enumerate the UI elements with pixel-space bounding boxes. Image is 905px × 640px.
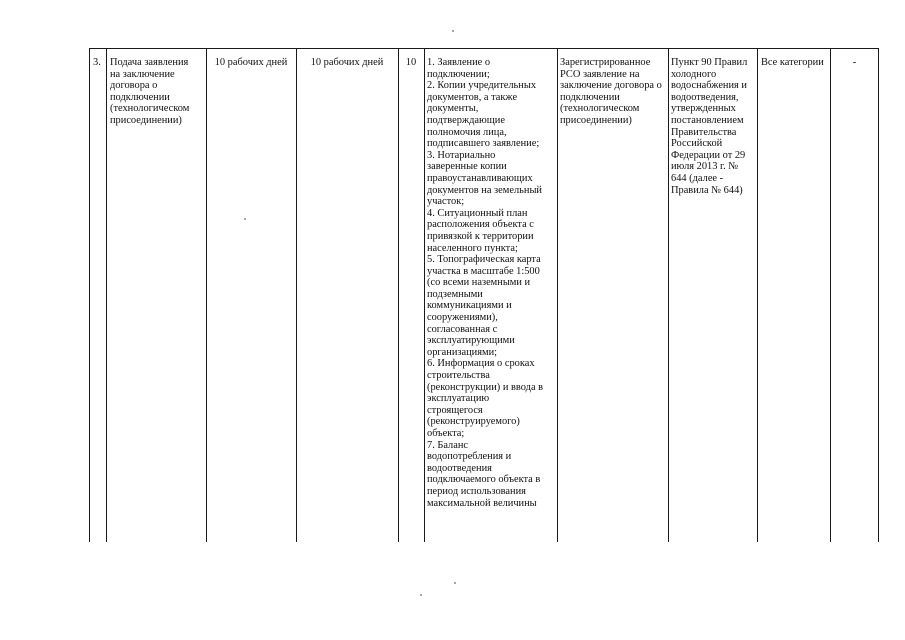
service-name-cell: Подача заявления на заключение договора о подключении (технологическом присоединении) [110, 57, 190, 126]
applicant-category-cell: Все категории [761, 57, 824, 68]
column-divider [557, 48, 558, 542]
column-divider [89, 48, 90, 542]
row-number: 3. [93, 57, 101, 68]
column-divider [424, 48, 425, 542]
term-cell-2: 10 рабочих дней [310, 57, 384, 68]
column-divider [878, 48, 879, 542]
column-divider [206, 48, 207, 542]
extra-cell: - [852, 57, 857, 68]
column-divider [830, 48, 831, 542]
scan-speck [452, 30, 454, 32]
service-result-cell: Зарегистрированное РСО заявление на заключение договора о подключении (технологическом присоединении) [560, 57, 662, 126]
scan-speck [244, 218, 246, 220]
column-divider [668, 48, 669, 542]
column-divider [106, 48, 107, 542]
term-cell-1: 10 рабочих дней [214, 57, 288, 68]
term-cell-3: 10 [405, 57, 417, 68]
scan-speck [420, 594, 422, 596]
column-divider [296, 48, 297, 542]
required-documents-cell: 1. Заявление о подключении; 2. Копии учредительных документов, а также документы, подтверждающие полномочия лица, подписавшего заявление; 3. Нотариально заверенные копии правоустанавливающих документов на земельный участок; 4. Ситуационный план расположения объекта с привязкой к территории населенного пункта; 5. Топографическая карта участка в масштабе 1:500 (со всеми наземными и подземными коммуникациями и сооружениями), согласованная с эксплуатирующими организациями; 6. Информация о сроках строительства (реконструкции) и ввода в эксплуатацию строящегося (реконструируемого) объекта; 7. Баланс водопотребления и водоотведения подключаемого объекта в период использования максимальной величины [427, 57, 544, 509]
column-divider [757, 48, 758, 542]
legal-basis-cell: Пункт 90 Правил холодного водоснабжения и водоотведения, утвержденных постановлением Правительства Российской Федерации от 29 июля 2013 г. № 644 (далее - Правила № 644) [671, 57, 748, 196]
scan-speck [454, 582, 456, 584]
column-divider [398, 48, 399, 542]
table-top-border [89, 48, 879, 49]
